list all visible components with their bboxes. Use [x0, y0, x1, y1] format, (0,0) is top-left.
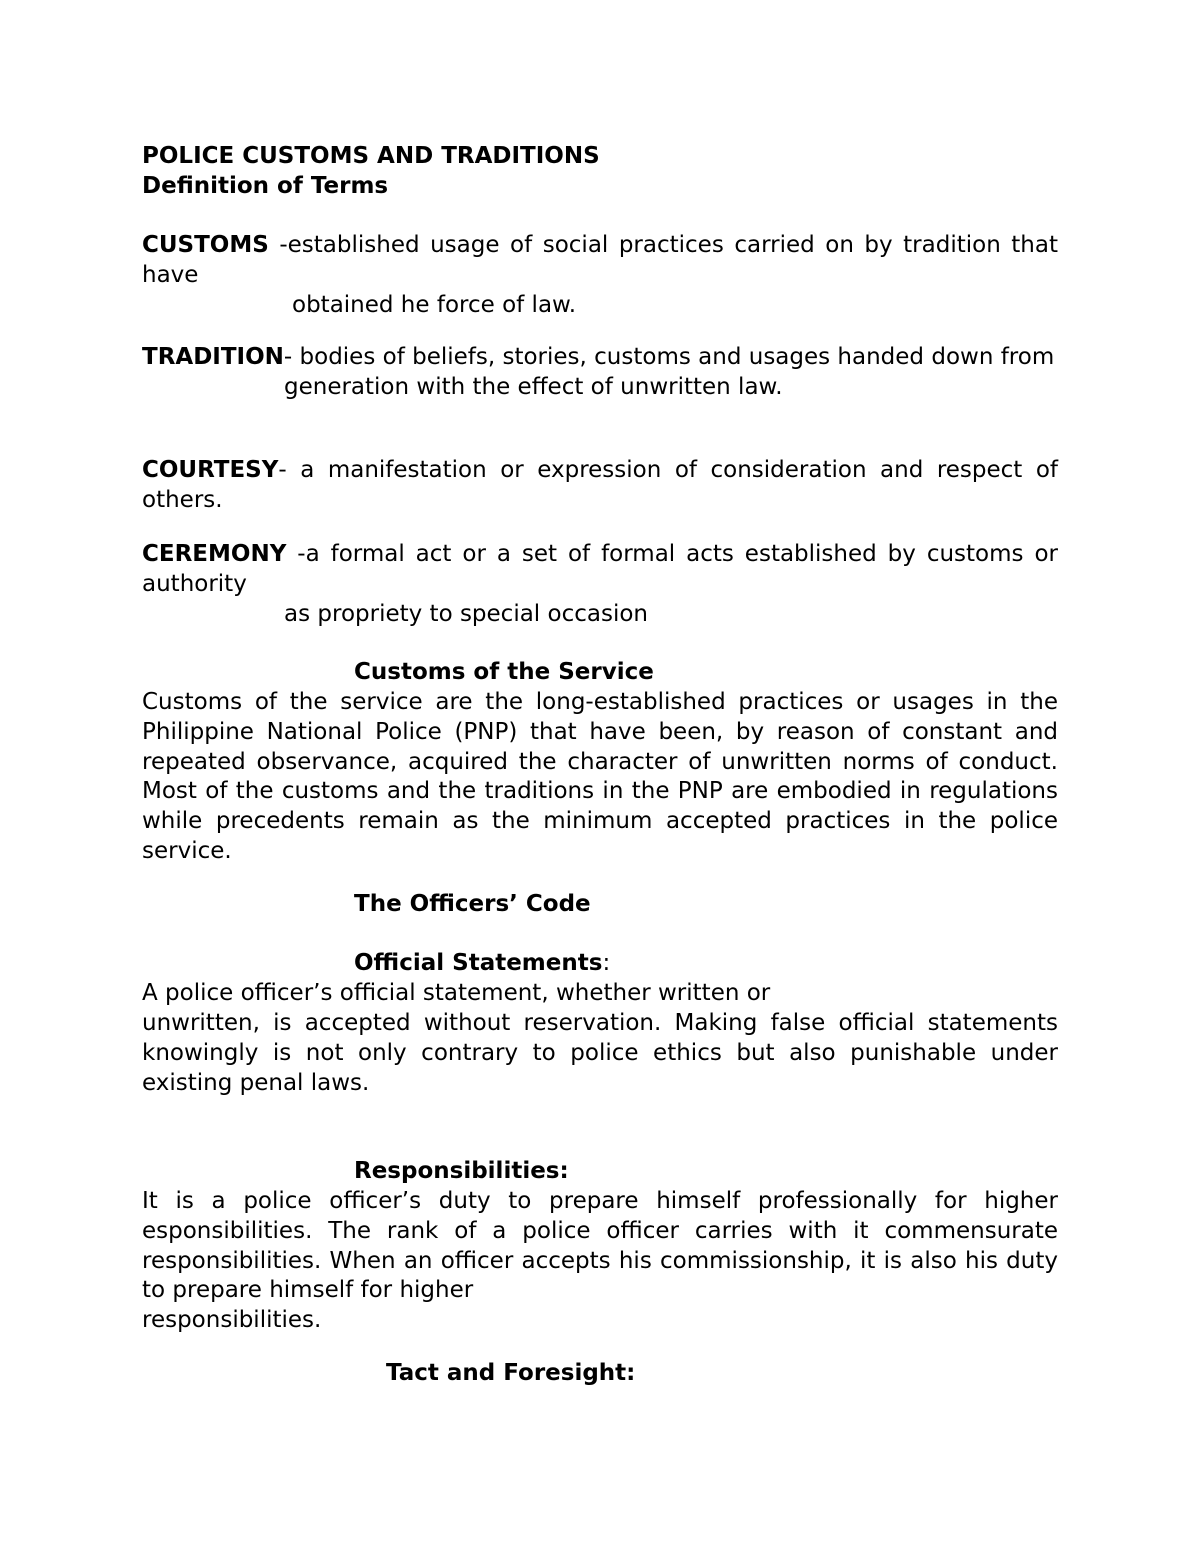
section-heading-official-statements: [354, 949, 610, 979]
definition-courtesy: [142, 456, 1058, 516]
official-statements-colon: :: [602, 950, 611, 976]
definition-line: [142, 456, 1058, 516]
definition-term: COURTESY: [142, 457, 279, 483]
responsibilities-paragraph: It is a police officer’s duty to prepare himself professionally for higher esponsibilities. The rank of a police officer carries with it commensurate responsibilities. When an officer accepts his commissionship, it is also his duty to prepare himself for higher: [142, 1188, 1058, 1304]
definition-tradition: [142, 343, 1058, 403]
definition-text: - a manifestation or expression of consideration and respect of others.: [142, 457, 1058, 513]
definition-continuation: generation with the effect of unwritten law.: [284, 373, 783, 400]
section-heading-customs-service: Customs of the Service: [354, 659, 654, 685]
official-statements-heading-text: Official Statements: [354, 950, 603, 976]
official-statements-paragraph: unwritten, is accepted without reservation. Making false official statements knowingly is not only contrary to police ethics but also punishable under existing penal laws.: [142, 1010, 1058, 1096]
definition-continuation: obtained he force of law.: [292, 291, 577, 318]
definition-text: -a formal act or a set of formal acts established by customs or authority: [142, 541, 1058, 597]
section-heading-officers-code: The Officers’ Code: [354, 891, 591, 917]
definition-line: [142, 231, 1058, 291]
customs-service-paragraph: Customs of the service are the long-established practices or usages in the Philippine National Police (PNP) that have been, by reason of constant and repeated observance, acquired the character of unwritten norms of conduct. Most of the customs and the traditions in the PNP are embodied in regulations while precedents remain as the minimum accepted practices in the police service.: [142, 689, 1058, 864]
section-heading-tact-foresight: Tact and Foresight:: [386, 1360, 636, 1386]
definition-text: - bodies of beliefs, stories, customs and usages handed down from: [283, 344, 1055, 370]
section-heading-responsibilities: Responsibilities:: [354, 1158, 569, 1184]
page-subtitle: Definition of Terms: [142, 172, 389, 199]
definition-term: CUSTOMS: [142, 232, 269, 258]
definition-ceremony: [142, 540, 1058, 629]
responsibilities-last-line: responsibilities.: [142, 1307, 322, 1333]
document-title: [142, 142, 1058, 202]
definition-line: [142, 540, 1058, 600]
definition-customs: [142, 231, 1058, 320]
definition-line: [142, 343, 1058, 373]
definition-continuation: as propriety to special occasion: [284, 600, 648, 627]
definition-term: TRADITION: [142, 344, 284, 370]
definition-term: CEREMONY: [142, 541, 287, 567]
definition-text: -established usage of social practices carried on by tradition that have: [142, 232, 1058, 288]
page-title: POLICE CUSTOMS AND TRADITIONS: [142, 143, 600, 169]
official-statements-first-line: A police officer’s official statement, whether written or: [142, 980, 771, 1006]
